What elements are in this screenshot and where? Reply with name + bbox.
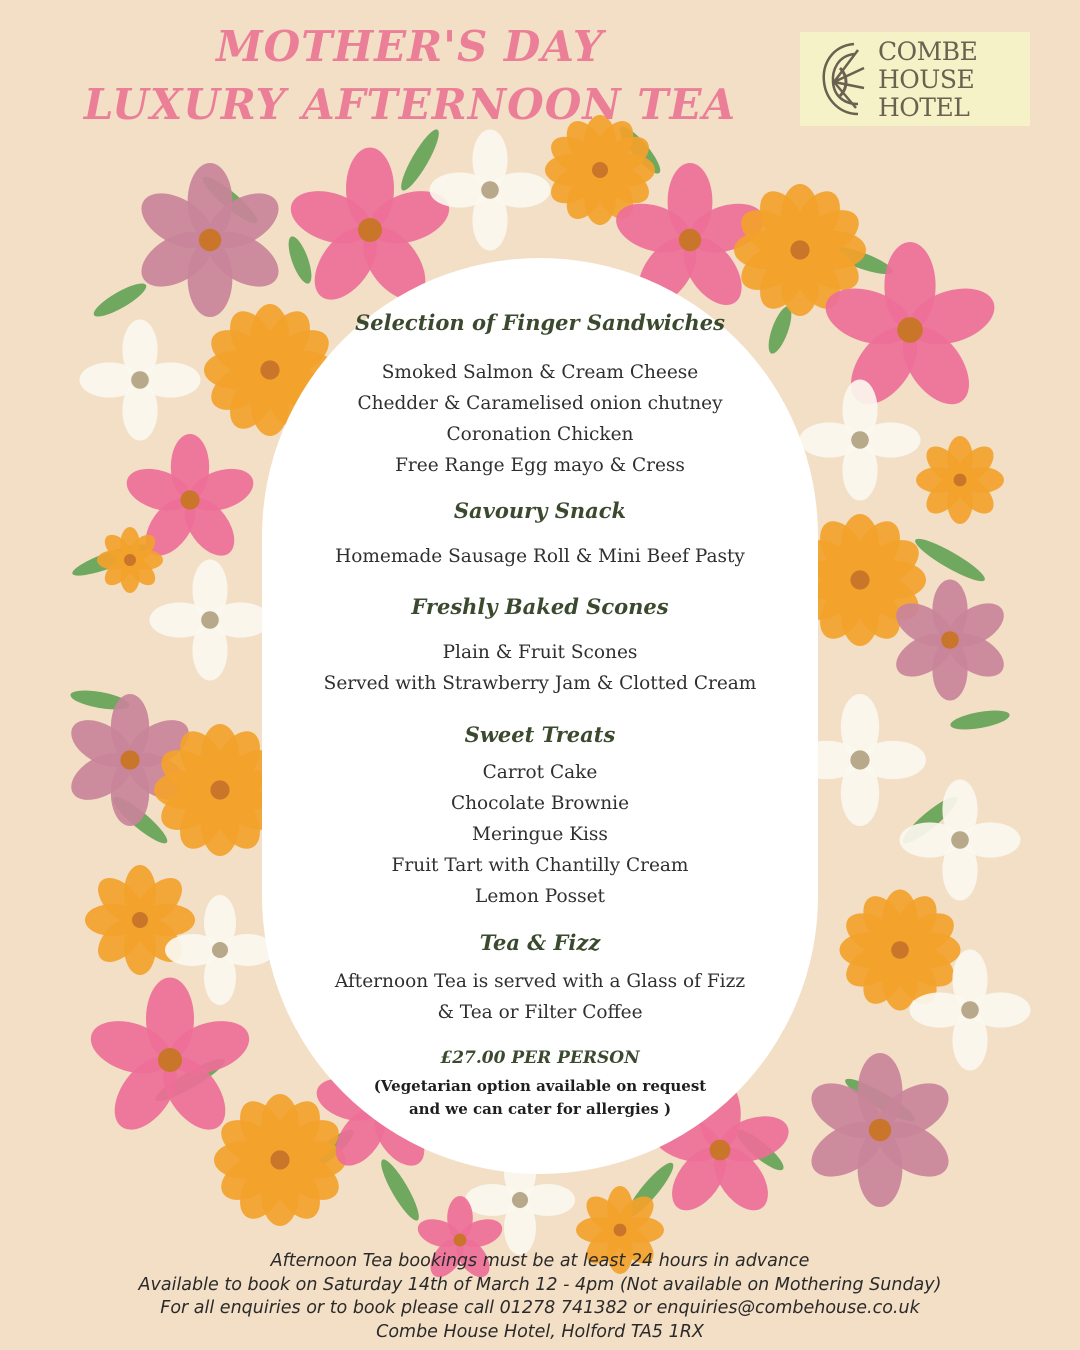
flower-center <box>131 371 149 389</box>
flower-center <box>710 1140 731 1161</box>
footer-line-1: Afternoon Tea bookings must be at least 24 hours in advance <box>270 1251 810 1271</box>
flower-center <box>679 229 701 251</box>
flower-center <box>481 181 499 199</box>
title-line-2: LUXURY AFTERNOON TEA <box>83 80 737 129</box>
flower-center <box>592 162 608 178</box>
petal-shape <box>465 1184 520 1216</box>
section-title-scones: Freshly Baked Scones <box>411 594 669 619</box>
footer-line-2: Available to book on Saturday 14th of March 12 - 4pm (Not available on Mothering Sunday) <box>138 1274 942 1295</box>
dietary-note <box>262 1075 818 1121</box>
price: £27.00 PER PERSON <box>440 1048 640 1068</box>
menu-item: Chocolate Brownie <box>450 793 630 814</box>
menu-item: Carrot Cake <box>482 762 598 783</box>
petal-shape <box>900 822 961 857</box>
section-items-sandwiches <box>262 357 818 481</box>
flower-center <box>891 941 909 959</box>
logo-text <box>878 38 977 122</box>
menu-item: Free Range Egg mayo & Cress <box>395 455 685 476</box>
flower-center <box>454 1234 467 1247</box>
menu-item: Afternoon Tea is served with a Glass of Fizz <box>334 971 746 992</box>
flower-center <box>270 1150 289 1169</box>
flower-center <box>201 611 219 629</box>
menu-item: Served with Strawberry Jam & Clotted Cream <box>323 673 757 694</box>
menu-item: Lemon Posset <box>475 886 605 907</box>
flower-center <box>897 317 923 343</box>
flower-center <box>954 474 967 487</box>
section-items-savoury <box>262 541 818 572</box>
flower-center <box>199 229 221 251</box>
flower-center <box>358 218 382 242</box>
section-items-scones <box>262 637 818 699</box>
flower-center <box>212 942 228 958</box>
petal-shape <box>150 602 211 637</box>
dietary-note-line-1: (Vegetarian option available on request <box>373 1077 707 1095</box>
footer <box>0 1250 1080 1344</box>
flower-center <box>869 1119 891 1141</box>
title-line-1: MOTHER'S DAY <box>216 22 604 71</box>
flower-center <box>851 431 869 449</box>
section-items-sweet <box>262 757 818 912</box>
flower-center <box>790 240 809 259</box>
petal-shape <box>165 934 220 966</box>
flower-center <box>512 1192 528 1208</box>
section-title-tea-fizz: Tea & Fizz <box>479 930 601 955</box>
dietary-note-line-2: and we can cater for allergies ) <box>408 1100 672 1118</box>
petal-shape <box>430 172 491 207</box>
logo-line-2: HOUSE <box>878 65 975 94</box>
flower-center <box>941 631 959 649</box>
flower-center <box>120 750 139 769</box>
petal-shape <box>910 992 971 1027</box>
leaf-shape <box>376 1156 425 1225</box>
flower-center <box>850 570 869 589</box>
menu-item: Meringue Kiss <box>472 824 608 845</box>
section-title-savoury: Savoury Snack <box>453 498 627 523</box>
logo-line-3: HOTEL <box>878 93 970 122</box>
section-title-sandwiches: Selection of Finger Sandwiches <box>355 310 725 335</box>
flower-center <box>124 554 136 566</box>
menu-item: Homemade Sausage Roll & Mini Beef Pasty <box>335 546 745 567</box>
footer-line-3: For all enquiries or to book please call 01278 741382 or enquiries@combehouse.co.uk <box>160 1298 920 1318</box>
menu-item: Chedder & Caramelised onion chutney <box>357 393 723 414</box>
section-items-tea-fizz <box>262 966 818 1028</box>
page-title <box>0 18 820 134</box>
logo-line-1: COMBE <box>878 37 978 66</box>
flower-center <box>961 1001 979 1019</box>
flower-center <box>132 912 148 928</box>
leaf-shape <box>284 234 316 286</box>
flower-center <box>850 750 869 769</box>
footer-line-4: Combe House Hotel, Holford TA5 1RX <box>376 1321 704 1342</box>
menu-item: Fruit Tart with Chantilly Cream <box>391 855 689 876</box>
flower-center <box>210 780 229 799</box>
flower-center <box>614 1224 627 1237</box>
leaf-shape <box>949 707 1011 733</box>
flower-center <box>951 831 969 849</box>
wheel-emblem-icon <box>814 38 874 120</box>
flower-center <box>158 1048 182 1072</box>
menu-item: & Tea or Filter Coffee <box>437 1002 643 1023</box>
menu-item: Plain & Fruit Scones <box>442 642 638 663</box>
menu-item: Smoked Salmon & Cream Cheese <box>381 362 699 383</box>
leaf-shape <box>90 278 150 322</box>
section-title-sweet: Sweet Treats <box>464 722 616 747</box>
hotel-logo <box>800 32 1030 126</box>
menu-item: Coronation Chicken <box>446 424 634 445</box>
flower-center <box>180 490 199 509</box>
petal-shape <box>80 362 141 397</box>
